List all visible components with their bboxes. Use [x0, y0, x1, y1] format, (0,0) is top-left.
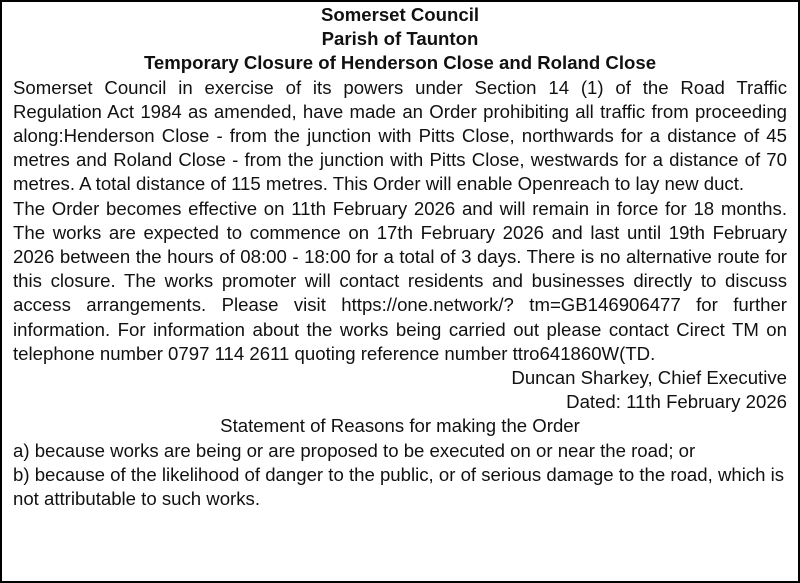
reason-item-b: b) because of the likelihood of danger to the public, or of serious damage to the road, which is not attributable to such works. [13, 463, 785, 510]
signatory: Duncan Sharkey, Chief Executive [511, 367, 787, 389]
authority-heading: Somerset Council [320, 4, 480, 25]
parish-heading: Parish of Taunton [321, 28, 479, 50]
dated-line: Dated: 11th February 2026 [566, 391, 787, 413]
notice-title: Temporary Closure of Henderson Close and Roland Close [143, 52, 657, 74]
details-paragraph: The Order becomes effective on 11th February 2026 and will remain in force for 18 months. The works are expected to commence on 17th February 2026 and last until 19th February 2026 between the hours of 08:00 - 18:00 for a total of 3 days. There is no alternative route for this closure. The works promoter will contact residents and businesses directly to discuss access arrangements. Please visit https://one.network/? tm=GB146906477 for further information. For information about the works being carried out please contact Cirect TM on telephone number 0797 114 2611 quoting reference number ttro641860W(TD. [13, 197, 787, 364]
reason-item-a: a) because works are being or are proposed to be executed on or near the road; or [13, 439, 696, 461]
reasons-heading: Statement of Reasons for making the Order [220, 415, 580, 437]
order-paragraph: Somerset Council in exercise of its powers under Section 14 (1) of the Road Traffic Regulation Act 1984 as amended, have made an Order prohibiting all traffic from proceeding along:Henderson Close - from the junction with Pitts Close, northwards for a distance of 45 metres and Roland Close - from the junction with Pitts Close, westwards for a distance of 70 metres. A total distance of 115 metres. This Order will enable Openreach to lay new duct. [13, 76, 787, 195]
